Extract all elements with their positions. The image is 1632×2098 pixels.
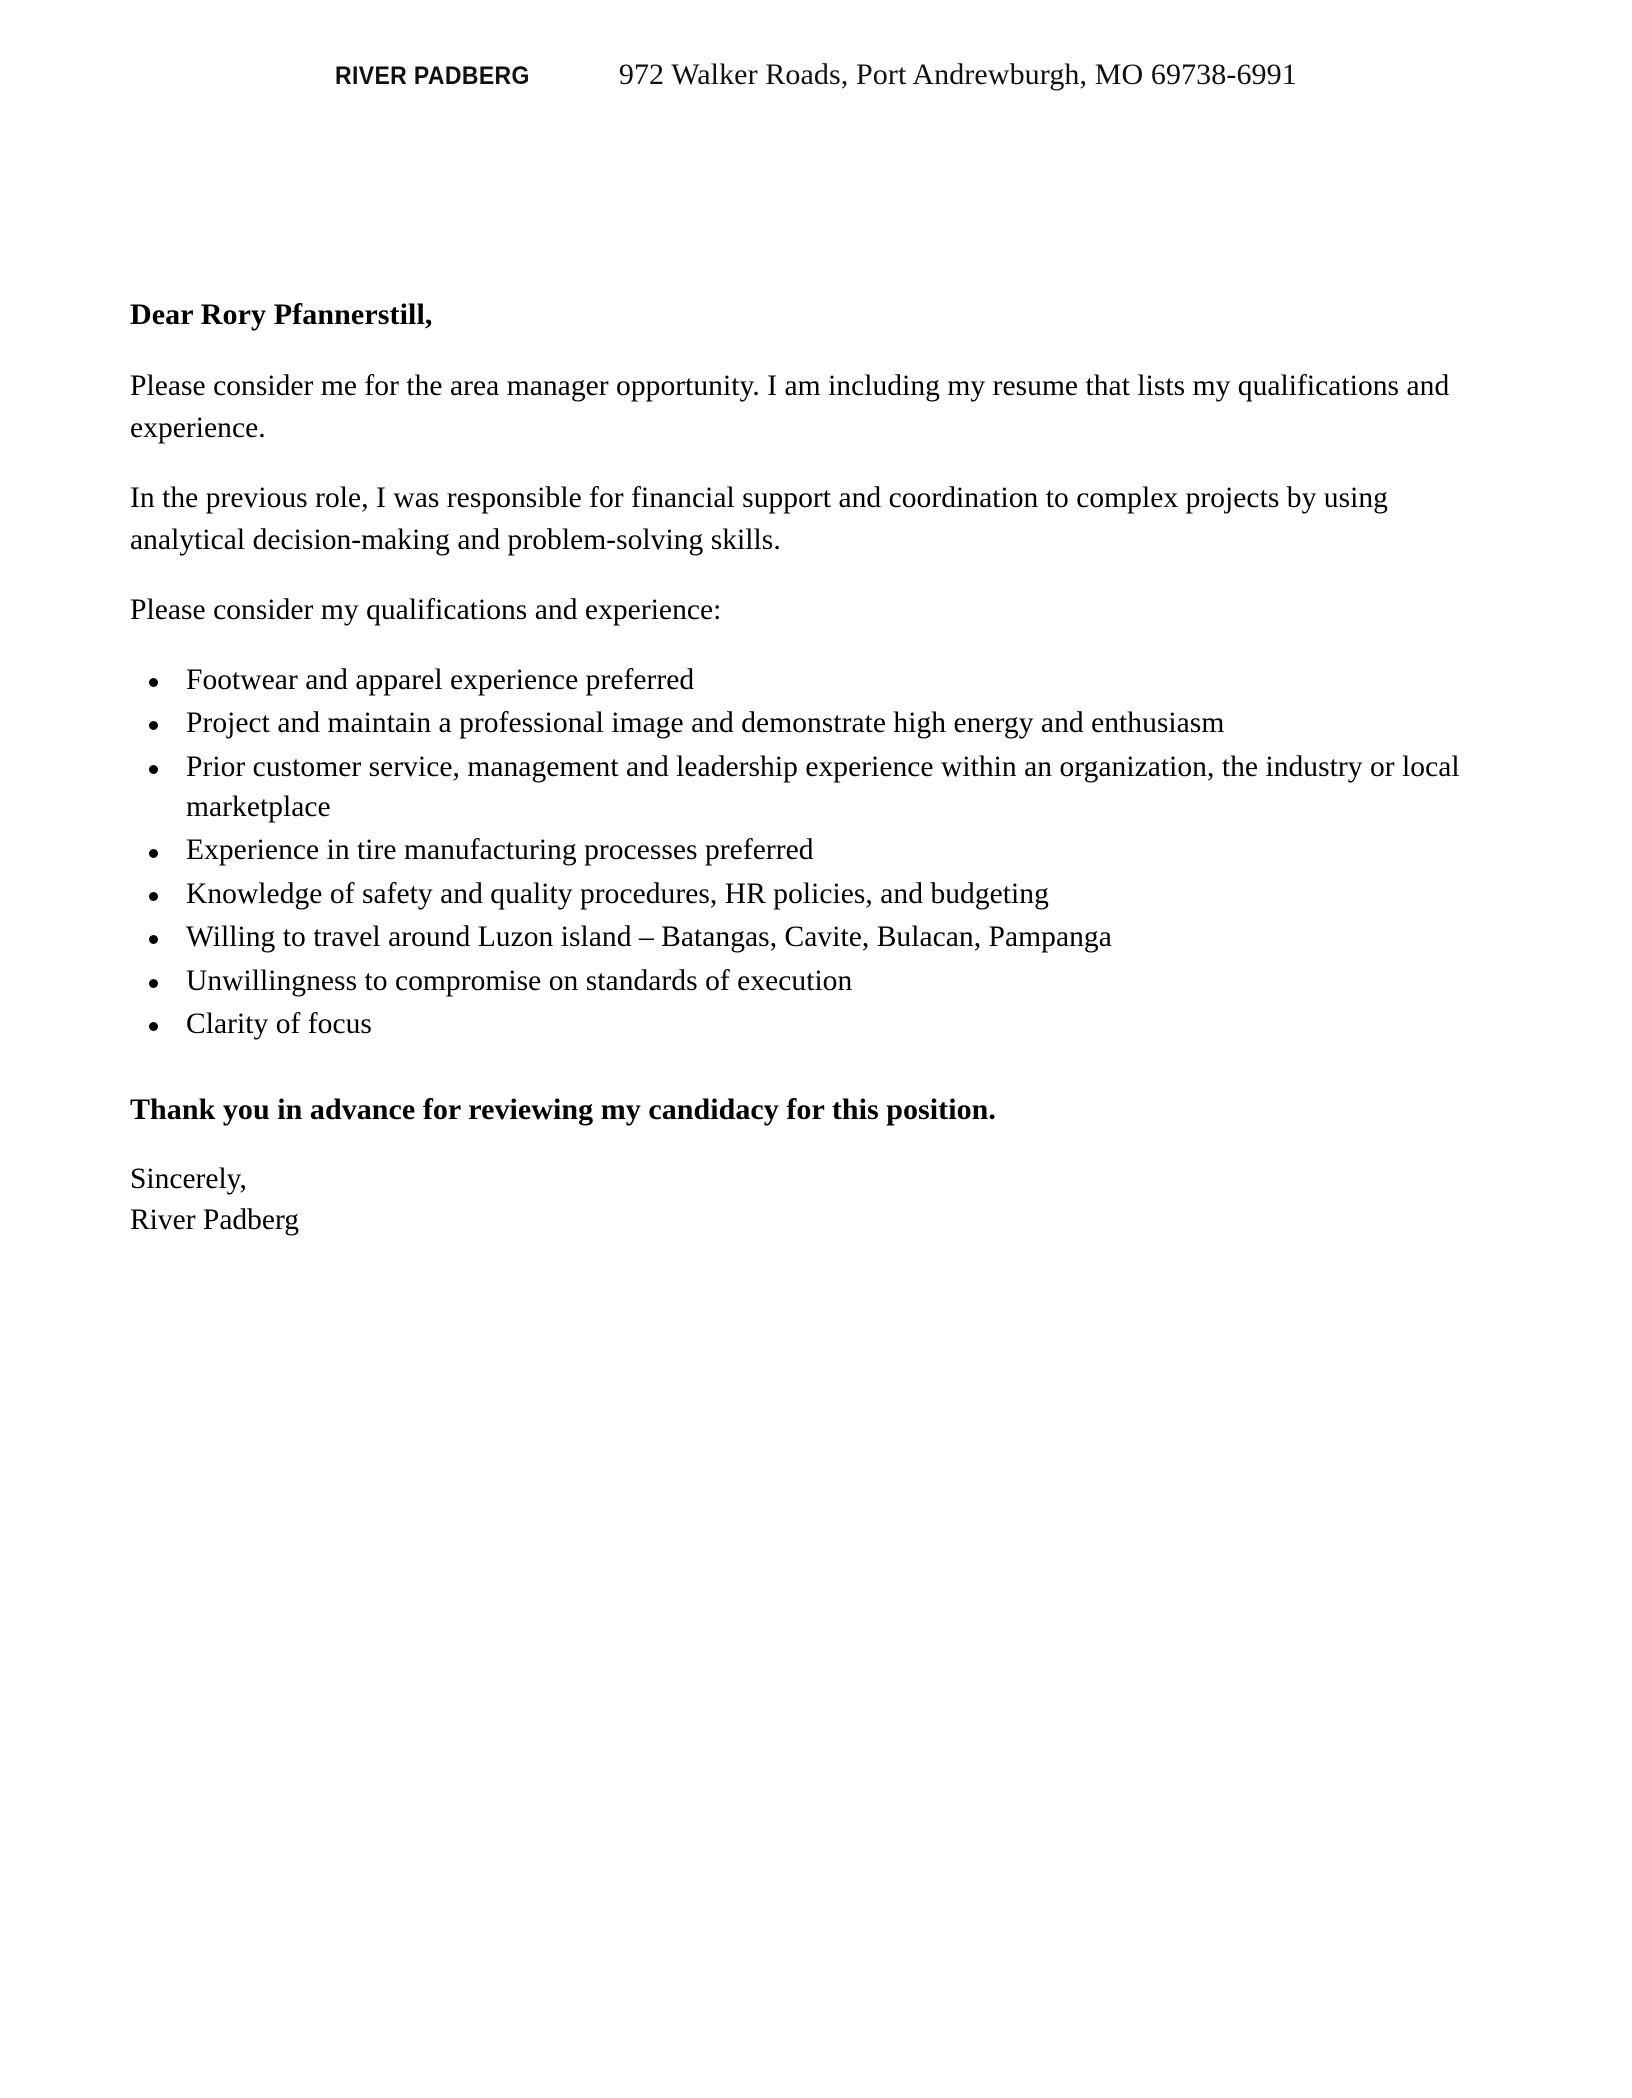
qualifications-list — [130, 660, 1470, 1045]
list-item — [130, 961, 1470, 1001]
bullet-dot-icon — [149, 849, 158, 858]
valediction: Sincerely, — [130, 1163, 247, 1196]
bullet-dot-icon — [149, 892, 158, 901]
paragraph-previous-role: In the previous role, I was responsible for financial support and coordination to complex projects by using analytical decision-making and problem-solving skills. — [130, 482, 1388, 557]
letterhead-address: 972 Walker Roads, Port Andrewburgh, MO 69738-6991 — [618, 58, 1297, 91]
list-item — [130, 917, 1470, 957]
signoff-block — [130, 1159, 1470, 1240]
bullet-dot-icon — [149, 721, 158, 730]
letter-body — [130, 296, 1470, 1241]
paragraph-intro: Please consider me for the area manager opportunity. I am including my resume that lists my qualifications and experience. — [130, 370, 1450, 445]
bullet-dot-icon — [149, 979, 158, 988]
list-item — [130, 830, 1470, 870]
bullet-dot-icon — [149, 1022, 158, 1031]
list-item — [130, 1004, 1470, 1044]
list-item-text: Project and maintain a professional image and demonstrate high energy and enthusiasm — [186, 707, 1225, 740]
list-item-text: Footwear and apparel experience preferred — [186, 663, 695, 696]
list-item — [130, 703, 1470, 743]
list-item-text: Knowledge of safety and quality procedures, HR policies, and budgeting — [186, 877, 1049, 910]
letterhead-sender-name: RIVER PADBERG — [335, 62, 530, 90]
bullet-dot-icon — [149, 935, 158, 944]
closing-statement: Thank you in advance for reviewing my candidacy for this position. — [130, 1093, 996, 1127]
bullet-dot-icon — [149, 765, 158, 774]
list-item — [130, 660, 1470, 700]
letterhead — [0, 58, 1632, 92]
list-item-text: Willing to travel around Luzon island – Batangas, Cavite, Bulacan, Pampanga — [186, 921, 1112, 954]
bullet-dot-icon — [149, 678, 158, 687]
list-item-text: Unwillingness to compromise on standards of execution — [186, 964, 853, 997]
list-item-text: Prior customer service, management and leadership experience within an organization, the industry or local marketplace — [186, 750, 1460, 823]
list-item-text: Experience in tire manufacturing processes preferred — [186, 834, 814, 867]
list-item — [130, 874, 1470, 914]
list-item-text: Clarity of focus — [186, 1008, 372, 1041]
paragraph-qualifications-lead-in: Please consider my qualifications and experience: — [130, 593, 722, 626]
salutation: Dear Rory Pfannerstill, — [130, 298, 433, 331]
list-item — [130, 747, 1470, 828]
sender-signature-name: River Padberg — [130, 1204, 300, 1237]
